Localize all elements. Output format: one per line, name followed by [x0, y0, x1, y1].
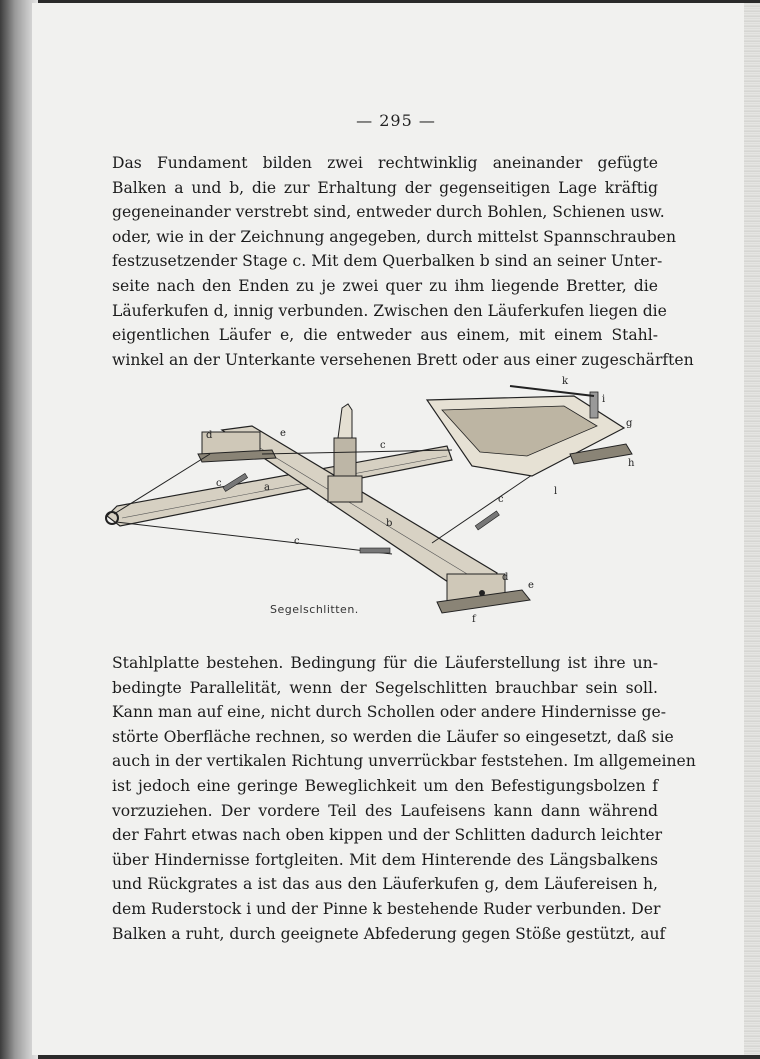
text-line: festzusetzender Stage c. Mit dem Querbalken b sind an seiner Unter- [112, 252, 663, 271]
text-line: der Fahrt etwas nach oben kippen und der Schlitten dadurch leichter [112, 826, 663, 845]
text-line: störte Oberfläche rechnen, so werden die Läufer so eingesetzt, daß sie [112, 727, 674, 746]
label-l: l [554, 486, 558, 497]
label-g: g [626, 418, 633, 429]
page-edge-stack [744, 3, 760, 1055]
text-line: Kann man auf eine, nicht durch Schollen oder andere Hindernisse ge- [112, 703, 667, 722]
label-e-bottom: e [528, 580, 534, 591]
label-e-left: e [280, 428, 286, 439]
label-k: k [562, 376, 569, 387]
text-line: Stahlplatte bestehen. Bedingung für die Läuferstellung ist ihre un- [112, 654, 658, 672]
label-c-mid: c [498, 494, 504, 505]
label-d-bottom: d [502, 572, 509, 583]
text-line: winkel an der Unterkante versehenen Brett oder aus einer zugeschärften [112, 350, 694, 369]
tiller-k [510, 386, 594, 396]
label-a: a [264, 482, 270, 493]
text-line: Balken a und b, die zur Erhaltung der gegenseitigen Lage kräftig [112, 178, 658, 197]
text-line: Läuferkufen d, innig verbunden. Zwischen den Läuferkufen liegen die [112, 301, 667, 320]
label-f: f [472, 614, 476, 625]
mast-step [334, 438, 356, 478]
paragraph-1 [112, 151, 694, 372]
book-page [32, 3, 760, 1055]
label-d-left: d [206, 430, 213, 441]
text-line: ist jedoch eine geringe Beweglichkeit um den Befestigungsbolzen f [112, 776, 658, 795]
text-line: seite nach den Enden zu je zwei quer zu ihm liegende Bretter, die [112, 276, 658, 295]
stay-c-bottom [116, 522, 392, 554]
label-h: h [628, 458, 635, 469]
label-c-left: c [216, 478, 222, 489]
ice-yacht-drawing [102, 368, 642, 630]
text-line: auch in der vertikalen Richtung unverrückbar feststehen. Im allgemeinen [112, 752, 696, 771]
label-i: i [602, 394, 606, 405]
figure-caption: Segelschlitten. [270, 603, 359, 616]
text-line: gegeneinander verstrebt sind, entweder durch Bohlen, Schienen usw. [112, 203, 665, 222]
label-c-bottom: c [294, 536, 300, 547]
text-line: vorzuziehen. Der vordere Teil des Laufeisens kann dann während [112, 801, 658, 820]
page-number: — 295 — [356, 111, 436, 130]
text-line: Das Fundament bilden zwei rechtwinklig aneinander gefügte [112, 154, 658, 172]
text-line: bedingte Parallelität, wenn der Segelschlitten brauchbar sein soll. [112, 678, 658, 697]
text-line: Balken a ruht, durch geeignete Abfederung gegen Stöße gestützt, auf [112, 924, 666, 943]
label-c-top: c [380, 440, 386, 451]
paragraph-2 [112, 651, 696, 946]
text-line: dem Ruderstock i und der Pinne k bestehende Ruder verbunden. Der [112, 899, 661, 918]
sled-illustration [102, 368, 642, 630]
label-b: b [386, 518, 393, 529]
text-line: und Rückgrates a ist das aus den Läuferkufen g, dem Läufereisen h, [112, 875, 658, 894]
text-line: oder, wie in der Zeichnung angegeben, durch mittelst Spannschrauben [112, 227, 677, 246]
text-line: eigentlichen Läufer e, die entweder aus einem, mit einem Stahl- [112, 326, 658, 345]
text-line: über Hindernisse fortgleiten. Mit dem Hinterende des Längsbalkens [112, 850, 658, 869]
